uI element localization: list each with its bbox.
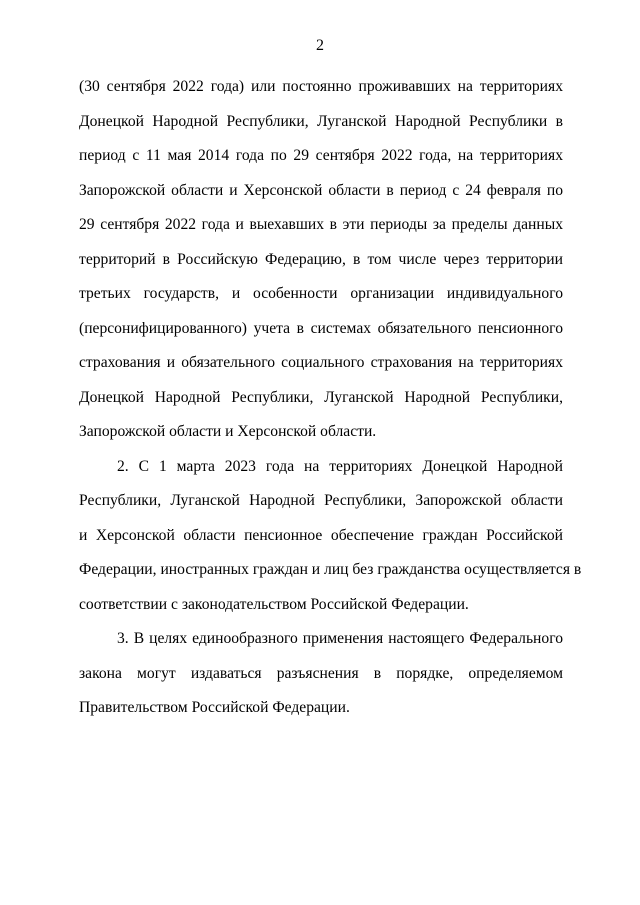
text-line: третьих государств, и особенности организации индивидуального [79, 285, 563, 302]
paragraph-2 [79, 450, 582, 623]
text-line: и Херсонской области пенсионное обеспечение граждан Российской [79, 526, 563, 544]
text-line: Донецкой Народной Республики, Луганской Народной Республики, [79, 388, 563, 406]
text-line: период с 11 мая 2014 года по 29 сентября 2022 года, на территориях [79, 147, 563, 164]
text-line: Республики, Луганской Народной Республики, Запорожской области [79, 492, 563, 509]
text-line: территорий в Российскую Федерацию, в том числе через территории [79, 250, 563, 268]
text-line: 3. В целях единообразного применения настоящего Федерального [117, 630, 563, 647]
text-line: 29 сентября 2022 года и выехавших в эти периоды за пределы данных [79, 216, 563, 233]
text-line: (30 сентября 2022 года) или постоянно проживавших на территориях [79, 78, 563, 95]
paragraph-3 [79, 622, 563, 726]
text-line: соответствии с законодательством Российской Федерации. [79, 595, 469, 613]
text-line: Донецкой Народной Республики, Луганской Народной Республики в [79, 112, 563, 130]
text-line: 2. С 1 марта 2023 года на территориях Донецкой Народной [117, 457, 563, 475]
text-line: Правительством Российской Федерации. [79, 699, 350, 716]
text-line: (персонифицированного) учета в системах обязательного пенсионного [79, 319, 563, 337]
text-line: страхования и обязательного социального страхования на территориях [79, 354, 563, 371]
text-line: Запорожской области и Херсонской области. [79, 423, 377, 440]
text-line: Федерации, иностранных граждан и лиц без гражданства осуществляется в [79, 561, 582, 578]
text-line: закона могут издаваться разъяснения в порядке, определяемом [79, 664, 563, 682]
page-number: 2 [316, 37, 324, 54]
document-body [79, 70, 582, 726]
text-line: Запорожской области и Херсонской области в период с 24 февраля по [79, 181, 563, 199]
paragraph-1-continued [79, 70, 563, 450]
